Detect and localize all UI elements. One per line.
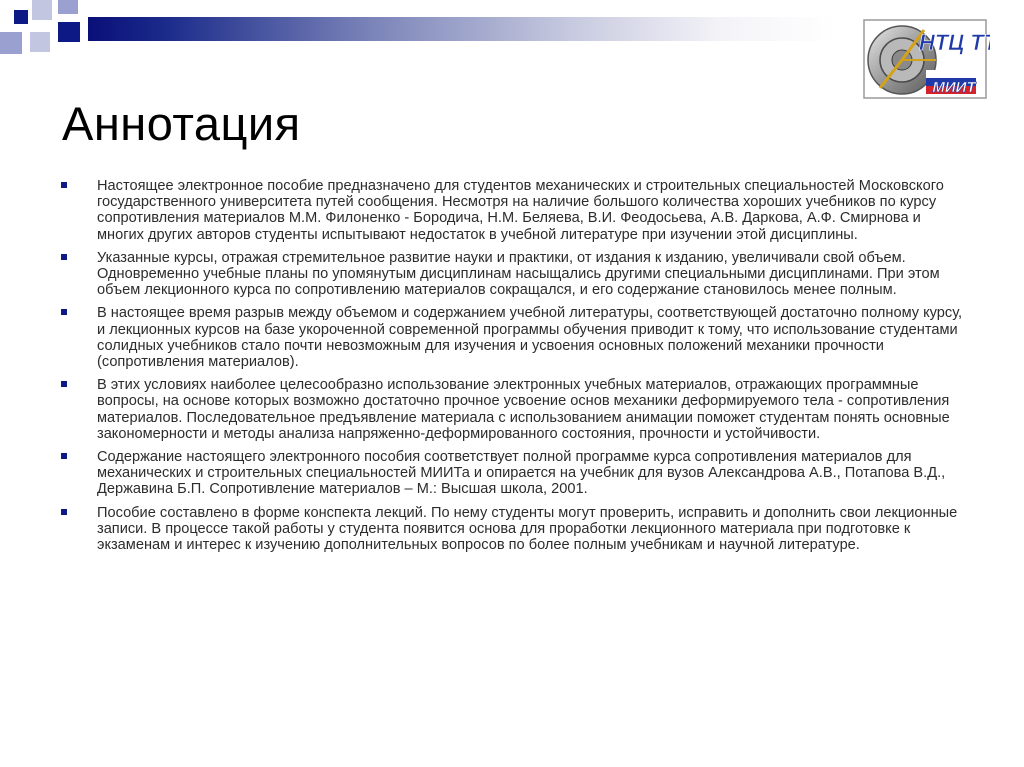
decor-square: [14, 10, 28, 24]
bullet-list: [56, 178, 966, 560]
bullet-item: [56, 305, 966, 370]
square-bullet-icon: [61, 254, 67, 260]
slide-title: Аннотация: [62, 97, 301, 150]
square-bullet-icon: [61, 309, 67, 315]
bullet-text: В этих условиях наиболее целесообразно использование электронных учебных материалов, отражающих программные вопросы, на основе которых возможно достаточно прочное усвоение основ механики деформируемого тела - сопротивления материалов. Последовательное предъявление материала с использованием анимации поможет студентам понять основные закономерности и методы анализа напряженно-деформированного состояния, прочности и устойчивости.: [97, 377, 950, 442]
logo: [862, 16, 990, 100]
logo-emblem-icon: [862, 16, 990, 100]
logo-text-bottom: МИИТ: [932, 79, 976, 96]
logo-text-top: НТЦ ТТ: [918, 30, 990, 55]
square-bullet-icon: [61, 381, 67, 387]
decor-square: [32, 0, 52, 20]
square-bullet-icon: [61, 453, 67, 459]
decor-square: [58, 22, 80, 42]
bullet-item: [56, 377, 966, 442]
bullet-text: В настоящее время разрыв между объемом и содержанием учебной литературы, соответствующей достаточно полному курсу, и лекционных курсов на базе укороченной современной программы обучения приводит к тому, что использование студентами солидных учебников стало почти невозможным для изучения и усвоения основных положений механики прочности (сопротивления материалов).: [97, 305, 963, 371]
bullet-text: Пособие составлено в форме конспекта лекций. По нему студенты могут проверить, исправить и дополнить свои лекционные записи. В процессе такой работы у студента появится основа для проработки лекционного материала при подготовке к экзаменам и интерес к изучению дополнительных вопросов по более полным учебникам и научной литературе.: [97, 504, 958, 554]
bullet-item: [56, 449, 966, 498]
square-bullet-icon: [61, 509, 67, 515]
bullet-text: Настоящее электронное пособие предназначено для студентов механических и строительных специальностей Московского государственного университета путей сообщения. Несмотря на наличие большого количества хороших учебников по курсу сопротивления материалов М.М. Филоненко - Бородича, Н.М. Беляева, В.И. Феодосьева, А.В. Даркова, А.Ф. Смирнова и многих других авторов студенты испытывают недостаток в учебной литературе при изучении этой дисциплины.: [97, 178, 944, 243]
decor-square: [30, 32, 50, 52]
bullet-item: [56, 178, 966, 243]
decor-square: [0, 32, 22, 54]
bullet-text: Указанные курсы, отражая стремительное развитие науки и практики, от издания к изданию, увеличивали свой объем. Одновременно учебные планы по упомянутым дисциплинам насыщались другими специальными дисциплинами. При этом объем лекционного курса по сопротивлению материалов сокращался, и его содержание становилось менее полным.: [97, 249, 940, 299]
bullet-item: [56, 505, 966, 554]
square-bullet-icon: [61, 182, 67, 188]
bullet-item: [56, 250, 966, 299]
decor-square: [58, 0, 78, 14]
bullet-text: Содержание настоящего электронного пособия соответствует полной программе курса сопротивления материалов для механических и строительных специальностей МИИТа и опирается на учебник для вузов Александрова А.В., Потапова В.Д., Державина Б.П. Сопротивление материалов – М.: Высшая школа, 2001.: [97, 449, 946, 498]
